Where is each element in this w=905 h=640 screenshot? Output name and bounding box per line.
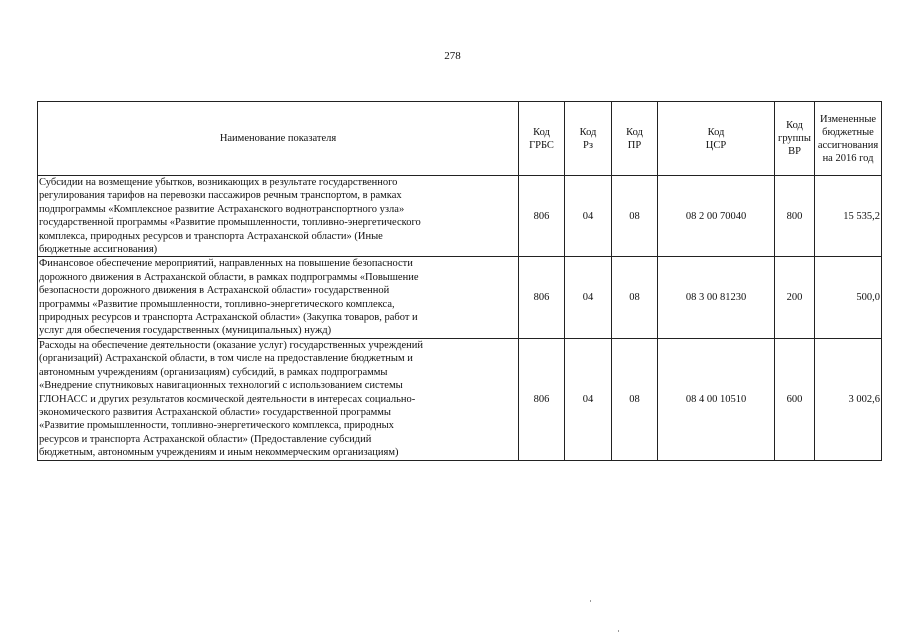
row-csr-cell: 08 4 00 10510 <box>658 338 775 460</box>
header-name: Наименование показателя <box>38 102 519 176</box>
row-pr-cell: 08 <box>612 176 658 257</box>
row-grbs-cell: 806 <box>519 176 565 257</box>
row-pr-cell: 08 <box>612 338 658 460</box>
row-rz-cell: 04 <box>565 257 612 338</box>
table-row <box>38 257 882 338</box>
row-grbs-cell: 806 <box>519 257 565 338</box>
row-amount-cell: 500,0 <box>815 257 882 338</box>
row-vr-cell: 800 <box>775 176 815 257</box>
header-rz: Код Рз <box>565 102 612 176</box>
header-grbs: Код ГРБС <box>519 102 565 176</box>
row-csr-cell: 08 2 00 70040 <box>658 176 775 257</box>
table-row <box>38 338 882 460</box>
header-vr: Код группы ВР <box>775 102 815 176</box>
row-csr-cell: 08 3 00 81230 <box>658 257 775 338</box>
row-amount-cell: 3 002,6 <box>815 338 882 460</box>
header-csr: Код ЦСР <box>658 102 775 176</box>
row-rz-cell: 04 <box>565 338 612 460</box>
row-pr-cell: 08 <box>612 257 658 338</box>
scan-speck <box>590 600 591 602</box>
row-name-cell: Финансовое обеспечение мероприятий, направленных на повышение безопасности дорожного движения в Астраханской области, в рамках подпрограммы «Повышение безопасности дорожного движения в Астраханской области» государственной программы «Развитие промышленности, топливно-энергетического комплекса, природных ресурсов и транспорта Астраханской области» (Закупка товаров, работ и услуг для обеспечения государственных (муниципальных) нужд) <box>38 257 519 338</box>
row-name-cell: Расходы на обеспечение деятельности (оказание услуг) государственных учреждений (организаций) Астраханской области, в том числе на предоставление бюджетным и автономным учреждениям (организациям) субсидий, в рамках подпрограммы «Внедрение спутниковых навигационных технологий с использованием системы ГЛОНАСС и других результатов космической деятельности в интересах социально- экономического развития Астраханской области» государственной программы «Развитие промышленности, топливно-энергетического комплекса, природных ресурсов и транспорта Астраханской области» (Предоставление субсидий бюджетным, автономным учреждениям и иным некоммерческим организациям) <box>38 338 519 460</box>
row-amount-cell: 15 535,2 <box>815 176 882 257</box>
row-rz-cell: 04 <box>565 176 612 257</box>
row-name-cell: Субсидии на возмещение убытков, возникающих в результате государственного регулирования тарифов на перевозки пассажиров речным транспортом, в рамках подпрограммы «Комплексное развитие Астраханского воднотранспортного узла» государственной программы «Развитие промышленности, топливно-энергетического комплекса, природных ресурсов и транспорта Астраханской области» (Иные бюджетные ассигнования) <box>38 176 519 257</box>
header-pr: Код ПР <box>612 102 658 176</box>
scan-speck <box>618 630 619 632</box>
row-grbs-cell: 806 <box>519 338 565 460</box>
row-vr-cell: 600 <box>775 338 815 460</box>
row-vr-cell: 200 <box>775 257 815 338</box>
table-header-row <box>38 102 882 176</box>
page-number: 278 <box>444 50 461 62</box>
table-row <box>38 176 882 257</box>
budget-table <box>37 101 882 461</box>
header-amount: Измененные бюджетные ассигнования на 2016 год <box>815 102 882 176</box>
